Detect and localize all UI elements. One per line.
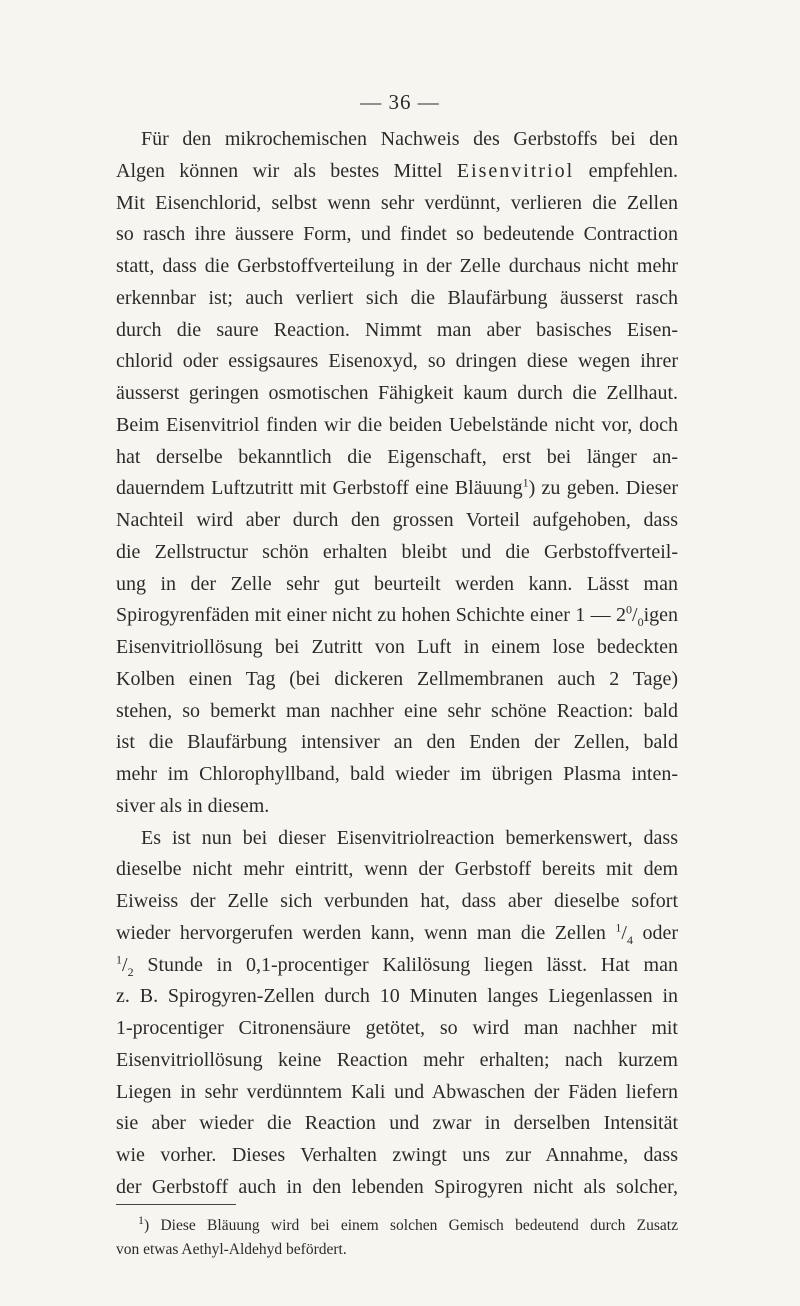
text-line: äusserst geringen osmotischen Fähigkeit kaum durch die Zellhaut. xyxy=(116,382,678,404)
text-line: wie vorher. Dieses Verhalten zwingt uns zur Annahme, dass xyxy=(116,1144,678,1166)
text-fragment: igen xyxy=(643,604,678,627)
text-fragment: Spirogyrenfäden mit einer nicht zu hohen Schichte einer 1 — 2 xyxy=(116,604,626,627)
emphasized-term: Eisenvitriol xyxy=(456,159,575,182)
text-line: ist die Blaufärbung intensiver an den Enden der Zellen, bald xyxy=(116,731,678,754)
text-line: der Gerbstoff auch in den lebenden Spirogyren nicht als solcher, xyxy=(116,1175,678,1198)
text-line: ung in der Zelle sehr gut beurteilt werden kann. Lässt man xyxy=(116,572,678,595)
fraction-numerator: 1 xyxy=(615,920,622,935)
text-line: sie aber wieder die Reaction und zwar in derselben Intensität xyxy=(116,1112,678,1135)
percent-subscript: 0 xyxy=(637,615,644,630)
text-line: dieselbe nicht mehr eintritt, wenn der Gerbstoff bereits mit dem xyxy=(116,858,678,881)
text-line: die Zellstructur schön erhalten bleibt und die Gerbstoffverteil- xyxy=(116,540,678,563)
text-line: Liegen in sehr verdünntem Kali und Abwaschen der Fäden liefern xyxy=(116,1080,678,1103)
text-line: durch die saure Reaction. Nimmt man aber basisches Eisen- xyxy=(116,318,678,341)
text-line: Eiweiss der Zelle sich verbunden hat, dass aber dieselbe sofort xyxy=(116,890,678,912)
text-line: erkennbar ist; auch verliert sich die Blaufärbung äusserst rasch xyxy=(116,286,678,309)
footnote-line xyxy=(116,1214,678,1238)
text-line: $^1/_2$ Stunde in 0,1-procentiger Kalilösung liegen lässt. Hat man xyxy=(116,951,678,979)
text-fragment: ) zu geben. Dieser xyxy=(528,477,678,500)
text-line: Es ist nun bei dieser Eisenvitriolreaction bemerkenswert, dass xyxy=(141,826,678,849)
text-line: z. B. Spirogyren-Zellen durch 10 Minuten langes Liegenlassen in xyxy=(116,985,678,1008)
text-line: 1-procentiger Citronensäure getötet, so wird man nachher mit xyxy=(116,1017,678,1039)
text-line: siver als in diesem. xyxy=(116,794,270,817)
text-line xyxy=(116,473,678,505)
text-line: statt, dass die Gerbstoffverteilung in der Zelle durchaus nicht mehr xyxy=(116,255,678,277)
text-line: mehr im Chlorophyllband, bald wieder im übrigen Plasma inten- xyxy=(116,763,678,785)
text-line: chlorid oder essigsaures Eisenoxyd, so dringen diese wegen ihrer xyxy=(116,350,678,373)
footnote-divider xyxy=(116,1204,236,1205)
fraction-denominator: 4 xyxy=(626,932,633,947)
text-fragment: Stunde in 0,1-procentiger Kalilösung liegen lässt. Hat man xyxy=(133,953,678,976)
text-line: Eisenvitriollösung bei Zutritt von Luft in einem lose bedeckten xyxy=(116,636,678,658)
text-line: so rasch ihre äussere Form, und findet so bedeutende Contraction xyxy=(116,223,678,246)
percent-slash: / xyxy=(632,604,638,627)
text-line: Beim Eisenvitriol finden wir die beiden Uebelstände nicht vor, doch xyxy=(116,413,678,436)
text-fragment: Algen können wir als bestes Mittel xyxy=(116,159,457,182)
percent-superscript: 0 xyxy=(626,602,632,617)
body-text xyxy=(116,124,678,1204)
text-fragment: ) Diese Bläuung wird bei einem solchen Gemisch bedeutend durch Zusatz xyxy=(144,1217,678,1234)
page-number: — 36 — xyxy=(360,90,440,114)
text-fragment: dauerndem Luftzutritt mit Gerbstoff eine Bläuung xyxy=(116,477,523,500)
footnote-line: von etwas Aethyl-Aldehyd befördert. xyxy=(116,1241,347,1258)
fraction-denominator: 2 xyxy=(127,964,134,979)
text-line: Nachteil wird aber durch den grossen Vorteil aufgehoben, dass xyxy=(116,509,678,531)
text-fragment: wieder hervorgerufen werden kann, wenn man die Zellen xyxy=(116,921,616,944)
footnote-reference: 1 xyxy=(522,475,529,490)
footnotes xyxy=(116,1214,678,1262)
text-line: Für den mikrochemischen Nachweis des Gerbstoffs bei den xyxy=(141,128,678,150)
text-fragment: oder xyxy=(632,921,678,944)
text-line: hat derselbe bekanntlich die Eigenschaft, erst bei länger an- xyxy=(116,445,678,468)
fraction-numerator: 1 xyxy=(116,951,122,966)
text-line xyxy=(116,600,678,632)
text-line: Kolben einen Tag (bei dickeren Zellmembranen auch 2 Tage) xyxy=(116,667,678,690)
footnote-marker: 1 xyxy=(138,1212,144,1227)
text-line: stehen, so bemerkt man nachher eine sehr schöne Reaction: bald xyxy=(116,699,678,722)
text-line: Mit Eisenchlorid, selbst wenn sehr verdünnt, verlieren die Zellen xyxy=(116,191,678,214)
text-line xyxy=(116,156,678,188)
text-fragment: empfehlen. xyxy=(574,159,679,182)
text-line: wieder hervorgerufen werden kann, wenn man die Zellen $^1/_4$ oder xyxy=(116,920,678,947)
text-line: Eisenvitriollösung keine Reaction mehr erhalten; nach kurzem xyxy=(116,1048,678,1071)
